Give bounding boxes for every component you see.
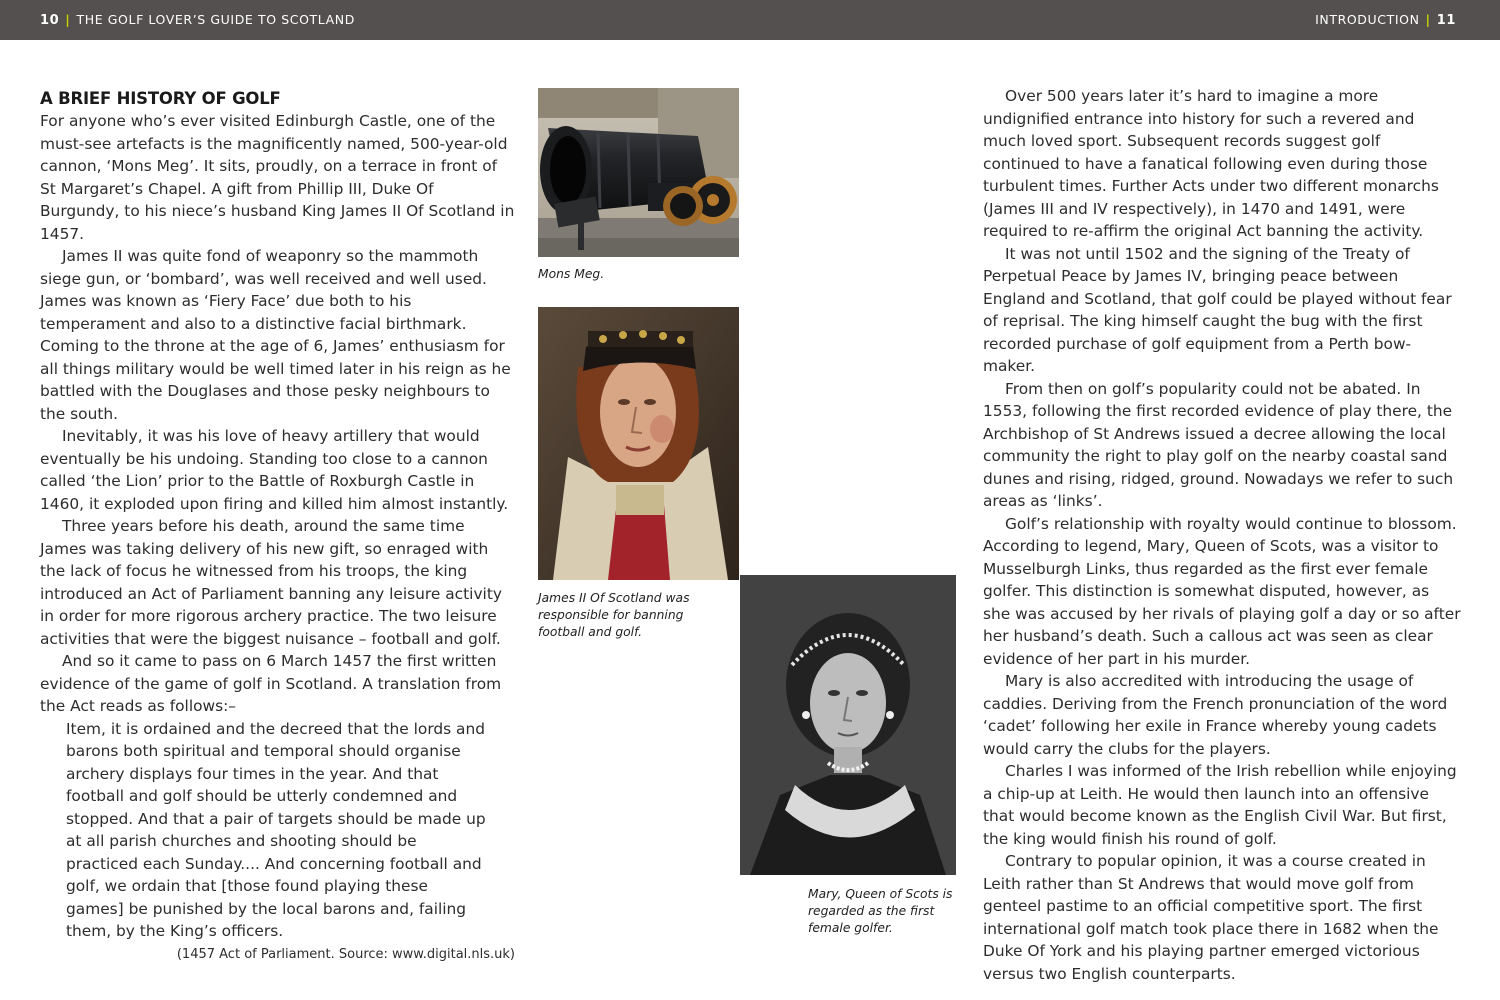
right-page-number: 11 (1436, 13, 1456, 28)
james-ii-caption: James II Of Scotland was responsible for banning football and golf. (538, 591, 690, 639)
running-header (0, 0, 1500, 40)
james-ii-portrait (538, 307, 739, 580)
paragraph: Golf’s relationship with royalty would continue to blossom. According to legend, Mary, Queen of Scots, was a visitor to Musselburgh Links, thus regarded as the first ever female golfer. This distinction is somewhat disputed, however, as she was accused by her rivals of playing golf a day or so after her husband’s death. Such a callous act was seen as clear evidence of her part in his murder. (983, 514, 1461, 668)
paragraph: It was not until 1502 and the signing of the Treaty of Perpetual Peace by James IV, bringing peace between England and Scotland, that golf could be played without fear of reprisal. The king himself caught the bug with the first recorded purchase of golf equipment from a Perth bow-maker. (983, 244, 1452, 375)
act-quotation: Item, it is ordained and the decreed that the lords and barons both spiritual and temporal should organise archery displays four times in the year. And that football and golf should be utterly condemned and stopped. And that a pair of targets should be made up at all parish churches and shooting should be practiced each Sunday.... And concerning football and golf, we ordain that [those found playing these games] be punished by the local barons and, failing them, by the King’s officers. (66, 719, 486, 940)
paragraph: Charles I was informed of the Irish rebellion while enjoying a chip-up at Leith. He would then launch into an offensive that would become known as the English Civil War. But first, the king would finish his round of golf. (983, 762, 1457, 848)
left-page-number: 10 (40, 13, 60, 28)
paragraph: Contrary to popular opinion, it was a course created in Leith rather than St Andrews that would move golf from genteel pastime to an official competitive sport. The first international golf match took place there in 1682 when the Duke Of York and his playing partner emerged victorious versus two English counterparts. (983, 852, 1439, 983)
right-running-title: INTRODUCTION (1315, 12, 1420, 27)
cannon-photo (538, 88, 739, 257)
header-divider-left: | (65, 12, 71, 27)
left-text-column (40, 88, 515, 965)
section-title: A BRIEF HISTORY OF GOLF (40, 89, 281, 108)
mary-caption: Mary, Queen of Scots is regarded as the first female golfer. (808, 887, 953, 935)
mary-queen-of-scots-portrait (740, 575, 956, 875)
paragraph: And so it came to pass on 6 March 1457 the first written evidence of the game of golf in Scotland. A translation from the Act reads as follows:– (40, 652, 502, 715)
right-text-column (983, 85, 1461, 985)
header-left (40, 12, 355, 28)
cannon-caption: Mons Meg. (538, 267, 605, 281)
paragraph: James II was quite fond of weaponry so the mammoth siege gun, or ‘bombard’, was well received and well used. James was known as ‘Fiery Face’ due both to his temperament and also to a distinctive facial birthmark. Coming to the throne at the age of 6, James’ enthusiasm for all things military would be well timed later in his reign as he battled with the Douglases and those pesky neighbours to the south. (40, 247, 511, 423)
header-right (1315, 12, 1456, 28)
header-divider-right: | (1425, 12, 1431, 27)
paragraph: From then on golf’s popularity could not be abated. In 1553, following the first recorded evidence of play there, the Archbishop of St Andrews issued a decree allowing the local community the right to play golf on the nearby coastal sand dunes and rising, ridged, ground. Nowadays we refer to such areas as ‘links’. (983, 379, 1454, 510)
paragraph: Three years before his death, around the same time James was taking delivery of his new gift, so enraged with the lack of focus he witnessed from his troops, the king introduced an Act of Parliament banning any leisure activity in order for more rigorous archery practice. The two leisure activities that were the biggest nuisance – football and golf. (40, 517, 502, 648)
left-running-title: THE GOLF LOVER’S GUIDE TO SCOTLAND (76, 12, 355, 27)
paragraph: For anyone who’s ever visited Edinburgh Castle, one of the must-see artefacts is the magnificently named, 500-year-old cannon, ‘Mons Meg’. It sits, proudly, on a terrace in front of St Margaret’s Chapel. A gift from Phillip III, Duke Of Burgundy, to his niece’s husband King James II Of Scotland in 1457. (40, 112, 515, 243)
paragraph: Inevitably, it was his love of heavy artillery that would eventually be his undoing. Standing too close to a cannon called ‘the Lion’ prior to the Battle of Roxburgh Castle in 1460, it exploded upon firing and killed him almost instantly. (40, 427, 509, 513)
paragraph: Over 500 years later it’s hard to imagine a more undignified entrance into history for such a revered and much loved sport. Subsequent records suggest golf continued to have a fanatical following even during those turbulent times. Further Acts under two different monarchs (James III and IV respectively), in 1470 and 1491, were required to re-affirm the original Act banning the activity. (983, 87, 1439, 240)
quote-source: (1457 Act of Parliament. Source: www.digital.nls.uk) (176, 946, 515, 962)
paragraph: Mary is also accredited with introducing the usage of caddies. Deriving from the French pronunciation of the word ‘cadet’ following her exile in France whereby young cadets would carry the clubs for the players. (983, 672, 1448, 758)
